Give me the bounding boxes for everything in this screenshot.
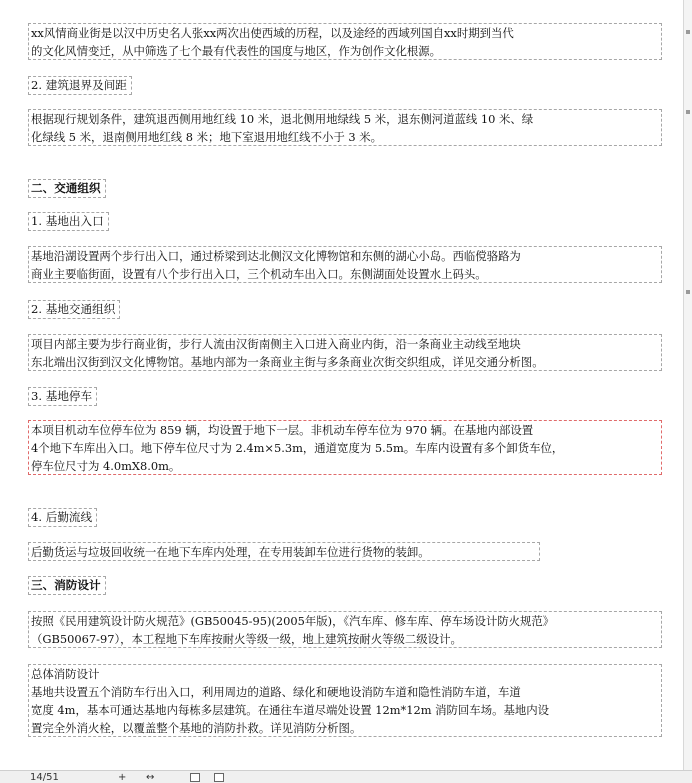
paragraph-site-traffic [28,334,662,371]
paragraph-site-entrance [28,246,662,283]
text-line: 按照《民用建筑设计防火规范》(GB50045-95)(2005年版)，《汽车库、修车库、停车场设计防火规范》 [31,614,555,628]
zoom-in-icon[interactable]: + [118,772,127,783]
text-line: 商业主要临街面，设置有八个步行出入口，三个机动车出入口。东侧湖面处设置水上码头。 [31,267,487,281]
heading-fire-design: 三、消防设计 [28,576,106,595]
scroll-marker [686,30,690,34]
page-indicator[interactable]: 14/51 [30,772,59,783]
text-line: 项目内部主要为步行商业街，步行人流由汉街南侧主入口进入商业内街，沿一条商业主动线至地块 [31,337,521,351]
single-page-view-icon[interactable] [190,773,200,782]
text-line: 4个地下车库出入口。地下停车位尺寸为 2.4m×5.3m，通道宽度为 5.5m。车库内设置有多个卸货车位， [31,441,564,455]
text-line: 宽度 4m，基本可通达基地内每栋多层建筑。在通往车道尽端处设置 12m*12m 消防回车场。基地内设 [31,703,550,717]
text-line: （GB50067-97），本工程地下车库按耐火等级一级，地上建筑按耐火等级二级设计。 [31,632,462,646]
paragraph-fire-code [28,611,662,648]
paragraph-setback [28,109,662,146]
text-line: 东北端出汉街到汉文化博物馆。基地内部为一条商业主街与多条商业次街交织组成，详见交通分析图。 [31,355,544,369]
paragraph-site-parking [28,420,662,475]
text-line: 化绿线 5 米，退南侧用地红线 8 米；地下室退用地红线不小于 3 米。 [31,130,383,144]
heading-traffic-organization: 二、交通组织 [28,179,106,198]
heading-logistics: 4. 后勤流线 [28,508,97,527]
text-line: 本项目机动车位停车位为 859 辆，均设置于地下一层。非机动车停车位为 970 辆。在基地内部设置 [31,423,534,437]
text-line: 基地沿湖设置两个步行出入口，通过桥梁到达北侧汉文化博物馆和东侧的湖心小岛。西临傥骆路为 [31,249,521,263]
text-line: xx风情商业街是以汉中历史名人张xx两次出使西域的历程，以及途经的西域列国自xx时期到当代 [31,26,514,40]
fit-width-icon[interactable]: ↔ [146,772,155,783]
text-line: 后勤货运与垃圾回收统一在地下车库内处理，在专用装卸车位进行货物的装卸。 [31,545,430,559]
text-line: 总体消防设计 [31,667,100,681]
text-line: 的文化风情变迁，从中筛选了七个最有代表性的国度与地区，作为创作文化根源。 [31,44,442,58]
paragraph-cultural-background [28,23,662,60]
text-line: 根据现行规划条件，建筑退西侧用地红线 10 米，退北侧用地绿线 5 米，退东侧河道蓝线 10 米、绿 [31,112,534,126]
heading-site-traffic: 2. 基地交通组织 [28,300,120,319]
status-bar [0,770,692,783]
double-page-view-icon[interactable] [214,773,224,782]
heading-site-entrance: 1. 基地出入口 [28,212,109,231]
text-line: 基地共设置五个消防车行出入口，利用周边的道路、绿化和硬地设消防车道和隐性消防车道，车道 [31,685,521,699]
text-line: 置完全外消火栓，以覆盖整个基地的消防扑救。详见消防分析图。 [31,721,362,735]
scroll-marker [686,110,690,114]
vertical-scrollbar[interactable] [683,0,692,770]
scroll-marker [686,290,690,294]
paragraph-fire-overall [28,664,662,737]
text-line: 停车位尺寸为 4.0mX8.0m。 [31,459,181,473]
heading-site-parking: 3. 基地停车 [28,387,97,406]
paragraph-logistics [28,542,540,561]
heading-setback: 2. 建筑退界及间距 [28,76,132,95]
